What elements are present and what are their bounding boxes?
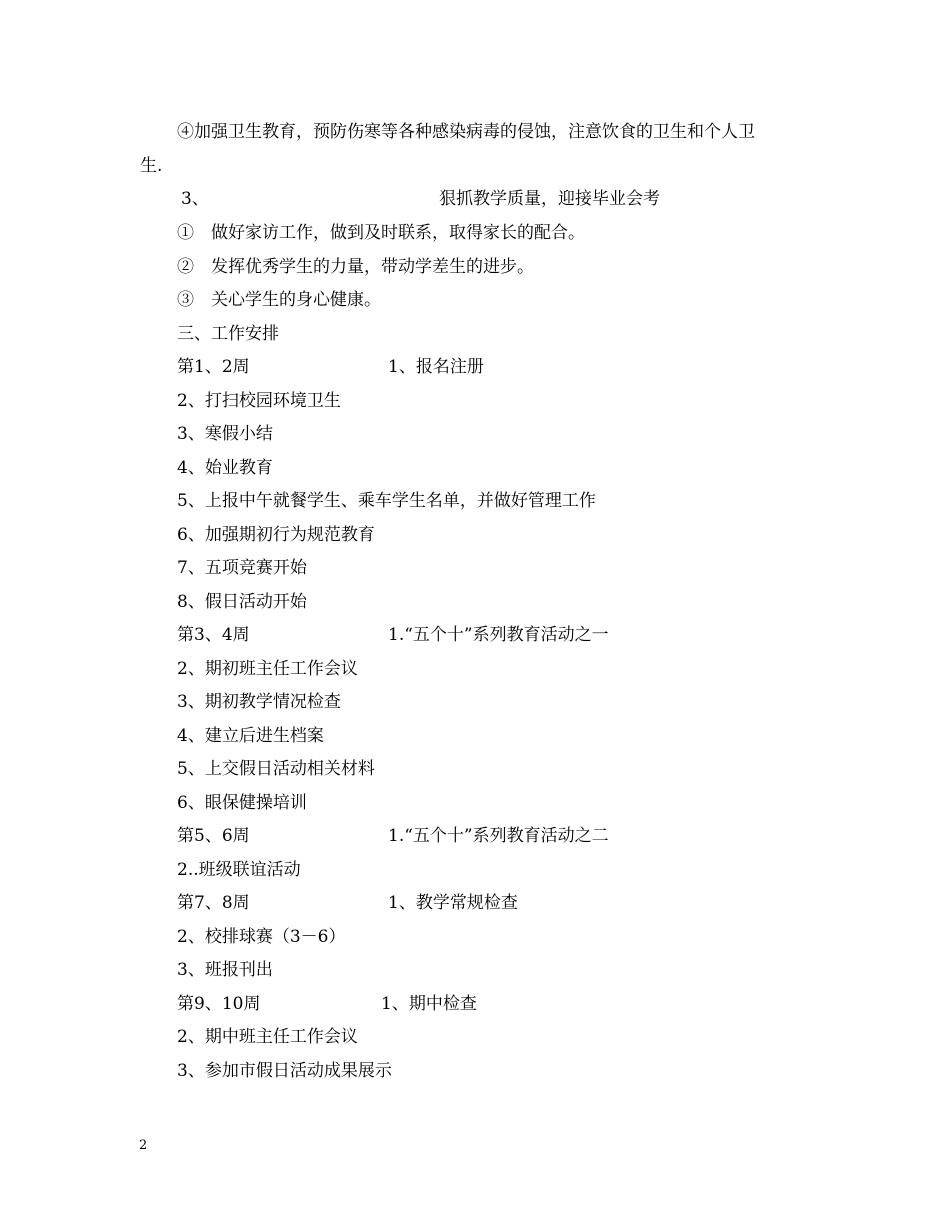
week-task: 5、上报中午就餐学生、乘车学生名单，并做好管理工作: [177, 491, 596, 511]
paragraph-line: ④加强卫生教育，预防伤寒等各种感染病毒的侵蚀，注意饮食的卫生和个人卫: [177, 122, 755, 142]
week-label: 第7、8周: [177, 893, 250, 913]
week-task: 2..班级联谊活动: [177, 860, 301, 880]
week-task: 3、班报刊出: [177, 960, 273, 980]
week-task: 3、期初教学情况检查: [177, 692, 341, 712]
week-label: 第5、6周: [177, 826, 250, 846]
list-item: ③ 关心学生的身心健康。: [177, 290, 381, 310]
week-task: 1、报名注册: [388, 357, 484, 377]
list-item: ② 发挥优秀学生的力量，带动学差生的进步。: [177, 257, 534, 277]
section-title: 狠抓教学质量，迎接毕业会考: [439, 189, 660, 209]
week-task: 1.“五个十”系列教育活动之一: [388, 625, 609, 645]
week-task: 6、加强期初行为规范教育: [177, 525, 375, 545]
week-label: 第9、10周: [177, 994, 261, 1014]
week-task: 6、眼保健操培训: [177, 793, 307, 813]
page-number: 2: [139, 1138, 148, 1153]
week-task: 4、建立后进生档案: [177, 726, 324, 746]
week-task: 3、寒假小结: [177, 424, 273, 444]
week-task: 2、期初班主任工作会议: [177, 659, 358, 679]
week-task: 4、始业教育: [177, 458, 273, 478]
week-label: 第1、2周: [177, 357, 250, 377]
week-task: 8、假日活动开始: [177, 592, 307, 612]
week-task: 2、打扫校园环境卫生: [177, 391, 341, 411]
paragraph-line: 生.: [140, 156, 163, 176]
week-label: 第3、4周: [177, 625, 250, 645]
week-task: 7、五项竞赛开始: [177, 558, 307, 578]
week-task: 1.“五个十”系列教育活动之二: [388, 826, 609, 846]
section-number: 3、: [181, 189, 209, 209]
week-task: 1、教学常规检查: [388, 893, 518, 913]
week-task: 5、上交假日活动相关材料: [177, 759, 375, 779]
section-heading: 三、工作安排: [177, 324, 279, 344]
list-item: ① 做好家访工作，做到及时联系，取得家长的配合。: [177, 223, 585, 243]
week-task: 2、校排球赛（3－6）: [177, 927, 346, 947]
week-task: 1、期中检查: [381, 994, 477, 1014]
week-task: 3、参加市假日活动成果展示: [177, 1061, 392, 1081]
week-task: 2、期中班主任工作会议: [177, 1027, 358, 1047]
